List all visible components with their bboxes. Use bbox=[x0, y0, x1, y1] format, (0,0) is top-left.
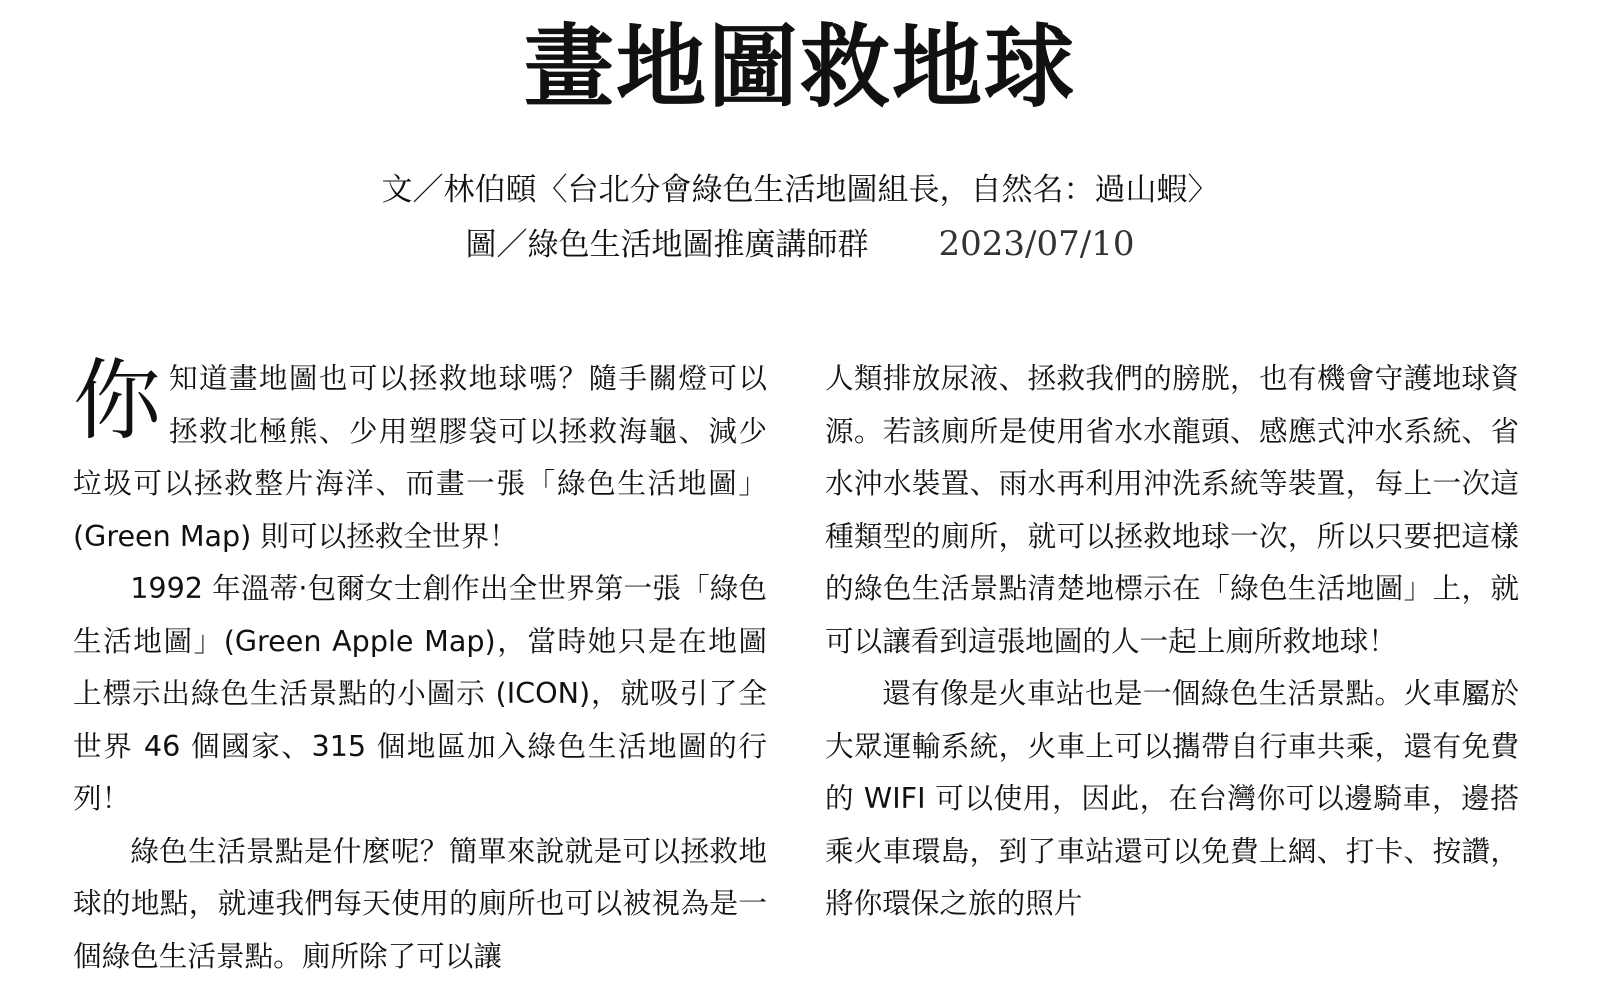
paragraph-history: 1992 年溫蒂‧包爾女士創作出全世界第一張「綠色生活地圖」(Green Apple Map)，當時她只是在地圖上標示出綠色生活景點的小圖示 (ICON)，就吸引了全世界 46 個國家、315 個地區加入綠色生活地圖的行列！ bbox=[73, 571, 767, 815]
paragraph-intro bbox=[73, 349, 767, 562]
paragraph-intro-text: 知道畫地圖也可以拯救地球嗎？隨手關燈可以拯救北極熊、少用塑膠袋可以拯救海龜、減少垃圾可以拯救整片海洋、而畫一張「綠色生活地圖」(Green Map) 則可以拯救全世界！ bbox=[73, 361, 767, 553]
right-column bbox=[825, 352, 1519, 930]
drop-cap: 你 bbox=[73, 349, 162, 452]
illustration-credit: 圖／綠色生活地圖推廣講師群 bbox=[465, 227, 869, 263]
paragraph-train-station: 還有像是火車站也是一個綠色生活景點。火車屬於大眾運輸系統，火車上可以攜帶自行車共乘，還有免費的 WIFI 可以使用，因此，在台灣你可以邊騎車，邊搭乘火車環島，到了車站還可以免費上網、打卡、按讚，將你環保之旅的照片 bbox=[825, 676, 1519, 920]
paragraph-green-spots: 綠色生活景點是什麼呢？簡單來說就是可以拯救地球的地點，就連我們每天使用的廁所也可以被視為是一個綠色生活景點。廁所除了可以讓 bbox=[73, 833, 767, 973]
publish-date: 2023/07/10 bbox=[938, 224, 1135, 264]
credit-line bbox=[0, 222, 1600, 266]
paragraph-toilet: 人類排放尿液、拯救我們的膀胱，也有機會守護地球資源。若該廁所是使用省水水龍頭、感應式沖水系統、省水沖水裝置、雨水再利用沖洗系統等裝置，每上一次這種類型的廁所，就可以拯救地球一次，所以只要把這樣的綠色生活景點清楚地標示在「綠色生活地圖」上，就可以讓看到這張地圖的人一起上廁所救地球！ bbox=[825, 361, 1519, 658]
author-line: 文／林伯頤〈台北分會綠色生活地圖組長，自然名：過山蝦〉 bbox=[381, 172, 1219, 208]
article-title: 畫地圖救地球 bbox=[524, 15, 1076, 120]
left-column bbox=[73, 349, 767, 982]
